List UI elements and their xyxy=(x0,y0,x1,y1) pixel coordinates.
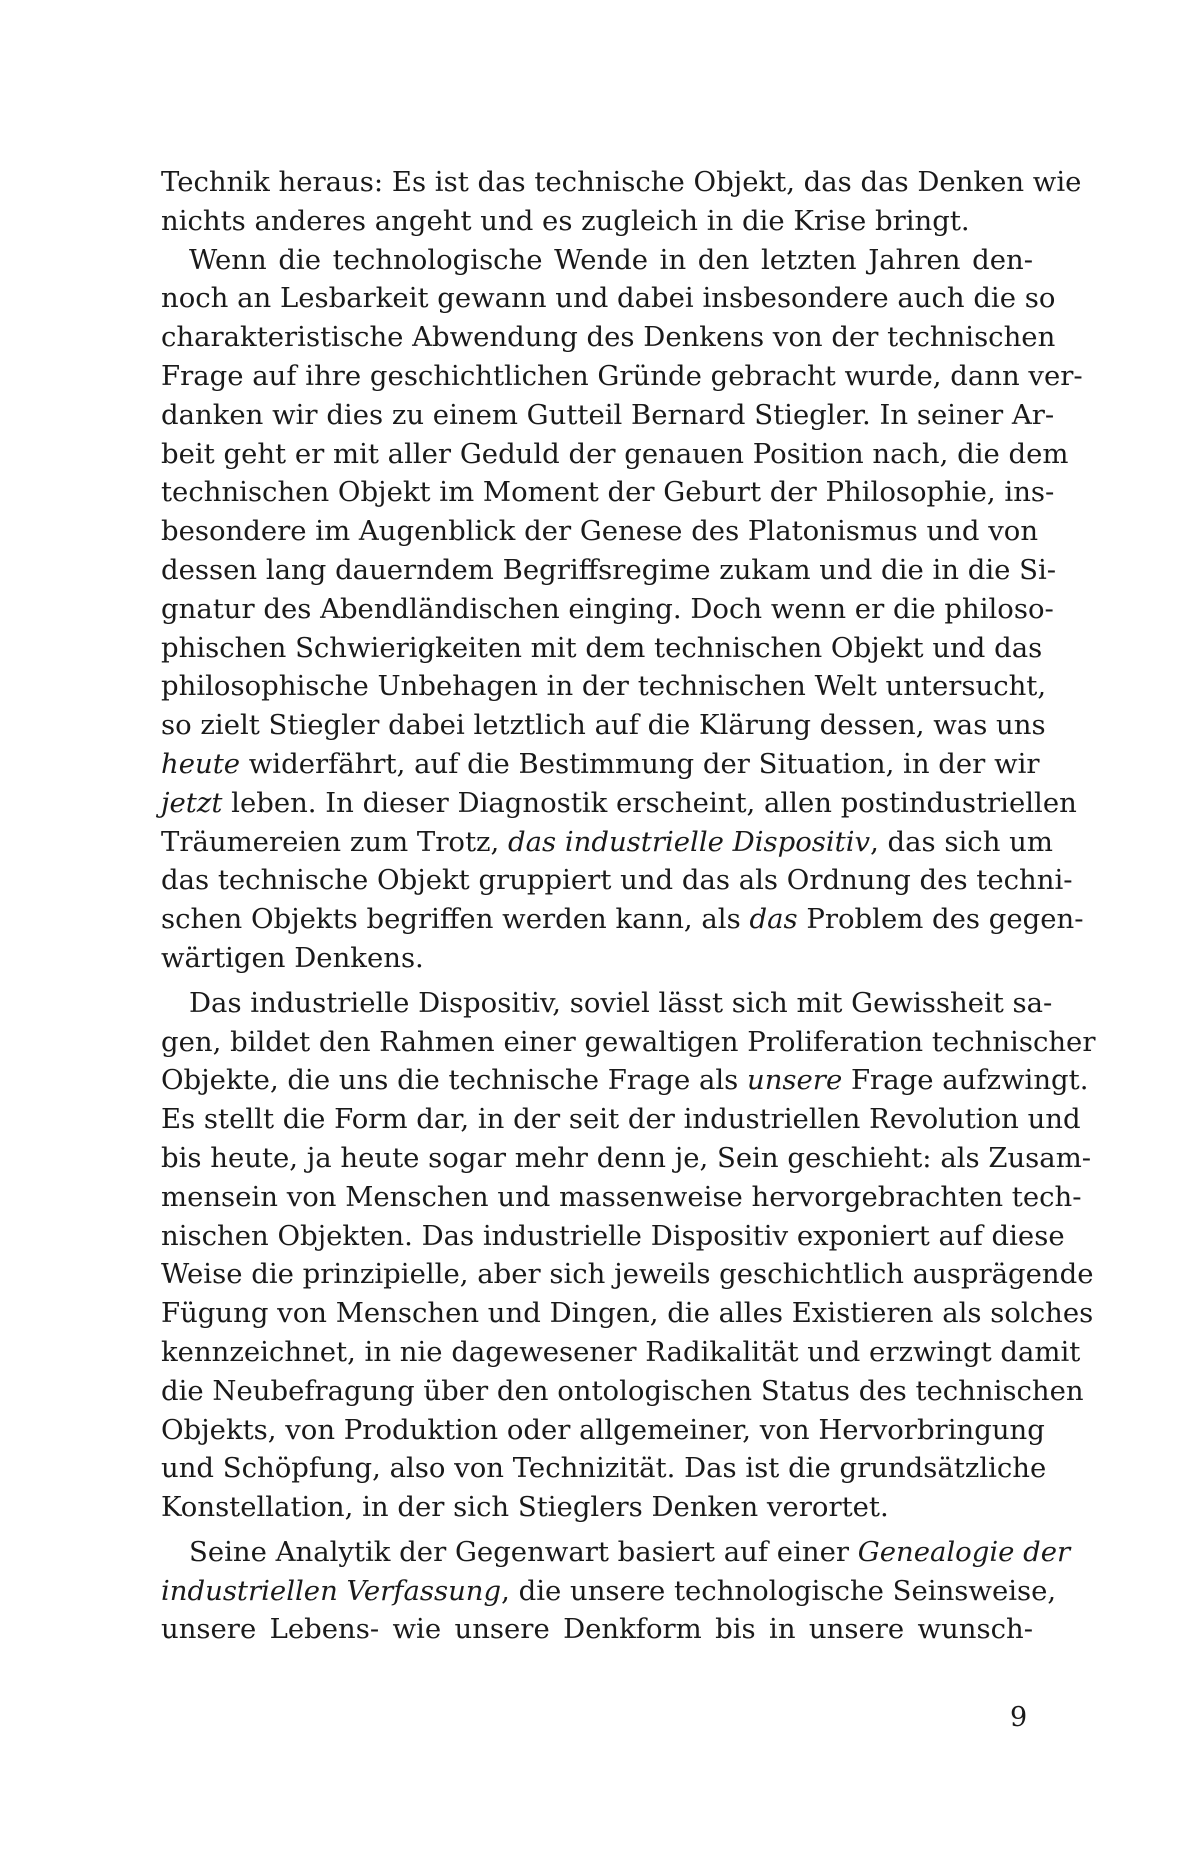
text-line: das technische Objekt gruppiert und das als Ordnung des techni- xyxy=(161,864,1073,897)
text-line: charakteristische Abwendung des Denkens von der technischen xyxy=(161,321,1056,354)
text-line: Träumereien zum Trotz, das industrielle Dispositiv, das sich um xyxy=(161,825,1053,858)
text-line: kennzeichnet, in nie dagewesener Radikalität und erzwingt damit xyxy=(161,1335,1081,1368)
text-line: phischen Schwierigkeiten mit dem technischen Objekt und das xyxy=(161,631,1043,664)
text-line: Konstellation, in der sich Stieglers Denken verortet. xyxy=(161,1491,889,1524)
text-line: Technik heraus: Es ist das technische Objekt, das das Denken wie xyxy=(161,166,1082,198)
text-line: technischen Objekt im Moment der Geburt der Philosophie, ins- xyxy=(161,476,1055,509)
text-line: Fügung von Menschen und Dingen, die alles Existieren als solches xyxy=(161,1297,1094,1330)
text-line: Wenn die technologische Wende in den letzten Jahren den- xyxy=(189,243,1033,276)
text-line: noch an Lesbarkeit gewann und dabei insbesondere auch die so xyxy=(161,282,1056,315)
paragraph xyxy=(161,241,1084,978)
text-line: besondere im Augenblick der Genese des Platonismus und von xyxy=(161,515,1039,548)
text-line: Weise die prinzipielle, aber sich jeweils geschichtlich ausprägende xyxy=(161,1258,1094,1291)
text-line: beit geht er mit aller Geduld der genauen Position nach, die dem xyxy=(161,437,1069,470)
text-line: mensein von Menschen und massenweise hervorgebrachten tech- xyxy=(161,1180,1082,1213)
text-line: bis heute, ja heute sogar mehr denn je, Sein geschieht: als Zusam- xyxy=(161,1141,1092,1174)
emphasis: das industrielle Dispositiv xyxy=(507,825,871,858)
text-line: industriellen Verfassung, die unsere technologische Seinsweise, xyxy=(161,1574,1057,1607)
emphasis: industriellen Verfassung xyxy=(161,1574,502,1607)
page-number: 9 xyxy=(1010,1702,1028,1733)
text-line: so zielt Stiegler dabei letztlich auf die Klärung dessen, was uns xyxy=(161,709,1046,742)
text-line: gnatur des Abendländischen einging. Doch wenn er die philoso- xyxy=(161,592,1054,625)
paragraph xyxy=(161,163,1082,241)
text-line: danken wir dies zu einem Gutteil Bernard Stiegler. In seiner Ar- xyxy=(161,398,1055,431)
emphasis: unsere xyxy=(747,1064,843,1097)
text-line: heute widerfährt, auf die Bestimmung der Situation, in der wir xyxy=(161,747,1040,780)
text-line: und Schöpfung, also von Technizität. Das ist die grundsätzliche xyxy=(161,1452,1047,1485)
text-line: Objekts, von Produktion oder allgemeiner, von Hervorbringung xyxy=(161,1413,1045,1446)
text-line: gen, bildet den Rahmen einer gewaltigen Proliferation technischer xyxy=(161,1025,1096,1058)
text-line: wärtigen Denkens. xyxy=(161,941,424,974)
emphasis: Genealogie der xyxy=(857,1535,1071,1568)
text-line: Es stellt die Form dar, in der seit der industriellen Revolution und xyxy=(161,1103,1081,1136)
text-line: jetzt leben. In dieser Diagnostik erscheint, allen postindustriellen xyxy=(161,786,1077,819)
emphasis: heute xyxy=(161,747,241,780)
paragraph xyxy=(161,984,1096,1527)
text-line: die Neubefragung über den ontologischen Status des technischen xyxy=(161,1374,1084,1407)
paragraph xyxy=(161,1533,1071,1649)
emphasis: jetzt xyxy=(161,786,223,819)
text-line: nichts anderes angeht und es zugleich in die Krise bringt. xyxy=(161,204,970,237)
text-line: schen Objekts begriffen werden kann, als das Problem des gegen- xyxy=(161,903,1084,936)
text-line: dessen lang dauerndem Begriffsregime zukam und die in die Si- xyxy=(161,553,1057,586)
text-line: nischen Objekten. Das industrielle Dispositiv exponiert auf diese xyxy=(161,1219,1065,1252)
text-line: Frage auf ihre geschichtlichen Gründe gebracht wurde, dann ver- xyxy=(161,359,1083,392)
text-line: Seine Analytik der Gegenwart basiert auf einer Genealogie der xyxy=(189,1535,1071,1568)
text-line: Das industrielle Dispositiv, soviel lässt sich mit Gewissheit sa- xyxy=(189,986,1053,1019)
page-body xyxy=(161,163,1096,1649)
text-line: Objekte, die uns die technische Frage als unsere Frage aufzwingt. xyxy=(161,1064,1089,1097)
text-line: philosophische Unbehagen in der technischen Welt untersucht, xyxy=(161,670,1047,703)
text-line: unsere Lebens- wie unsere Denkform bis in unsere wunsch- xyxy=(161,1613,1033,1646)
emphasis: das xyxy=(749,903,798,936)
